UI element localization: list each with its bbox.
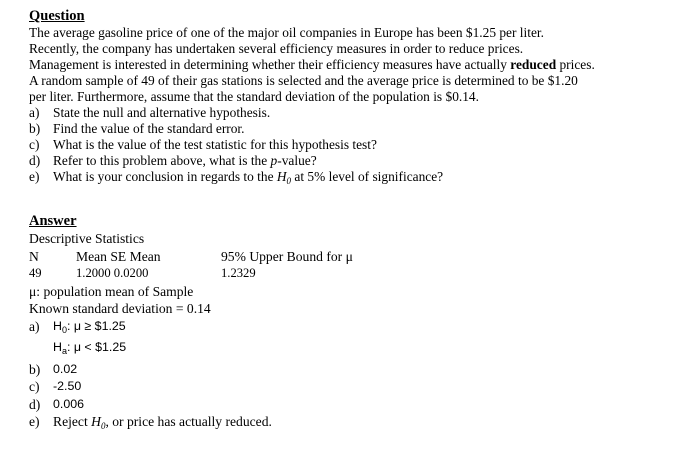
answer-item-a-alt (29, 339, 679, 361)
val-bound: 1.2329 (221, 266, 256, 280)
h-letter: H (276, 169, 287, 184)
h-subscript: 0 (286, 176, 292, 186)
question-item-e (29, 169, 679, 189)
item-text (53, 169, 443, 189)
conclusion-pre: Reject (53, 414, 92, 429)
question-line-3 (29, 57, 679, 73)
question-item-a (29, 105, 679, 121)
item-marker: b) (29, 361, 41, 377)
mu-definition: μ: population mean of Sample (29, 283, 194, 299)
item-e-pre: What is your conclusion in regards to the (53, 169, 277, 184)
answer-item-b (29, 361, 679, 379)
item-e-post: at 5% level of significance? (291, 169, 444, 184)
null-hypothesis-text: : μ ≥ $1.25 (66, 318, 126, 333)
col-mean-se: Mean SE Mean (76, 248, 161, 264)
h-subscript: 0 (61, 324, 67, 335)
reduced-emphasis: reduced (510, 57, 557, 72)
h0-symbol (91, 414, 105, 429)
item-text: State the null and alternative hypothesis. (53, 105, 271, 120)
answer-item-e (29, 413, 679, 436)
item-marker: e) (29, 169, 40, 184)
item-marker: a) (29, 318, 40, 334)
h-letter: H (53, 340, 62, 354)
item-marker: c) (29, 379, 40, 394)
answer-body (29, 230, 679, 436)
h-subscript: a (61, 346, 67, 356)
question-line-4: A random sample of 49 of their gas stations is selected and the average price is determined to be $1.20 (29, 73, 578, 88)
question-line-5: per liter. Furthermore, assume that the standard deviation of the population is $0.14. (29, 89, 479, 104)
question-item-d (29, 153, 679, 169)
answer-list (29, 318, 679, 436)
item-marker: c) (29, 137, 40, 152)
question-line-1: The average gasoline price of one of the major oil companies in Europe has been $1.25 per liter. (29, 25, 544, 40)
item-text: What is the value of the test statistic for this hypothesis test? (53, 137, 377, 152)
p-italic: p (270, 153, 278, 168)
question-list (29, 105, 679, 189)
h-letter: H (53, 318, 62, 333)
val-n: 49 (29, 266, 42, 280)
standard-error-value: 0.02 (53, 361, 78, 376)
answer-item-c (29, 378, 679, 396)
question-line-3-tail: prices. (556, 57, 595, 72)
item-marker: a) (29, 105, 40, 120)
question-body (29, 25, 679, 189)
item-marker: e) (29, 414, 40, 429)
h0-symbol (277, 169, 291, 184)
stats-header-row (29, 248, 679, 266)
stats-value-row (29, 265, 679, 283)
question-item-b (29, 121, 679, 137)
val-mean-se: 1.2000 0.0200 (76, 266, 149, 280)
question-line-2: Recently, the company has undertaken several efficiency measures in order to reduce prices. (29, 41, 524, 56)
question-line-3-text: Management is interested in determining whether their efficiency measures have actually (29, 57, 511, 72)
col-n: N (29, 248, 39, 264)
h-subscript: 0 (100, 421, 106, 431)
item-d-post: -value? (277, 153, 317, 168)
conclusion-post: , or price has actually reduced. (105, 414, 272, 429)
item-d-pre: Refer to this problem above, what is the (53, 153, 271, 168)
question-item-c (29, 137, 679, 153)
document-page (29, 8, 679, 436)
h-letter: H (91, 414, 101, 429)
alt-hypothesis-text: : μ < $1.25 (66, 340, 127, 354)
stats-title: Descriptive Statistics (29, 231, 145, 246)
col-bound: 95% Upper Bound for μ (221, 248, 353, 264)
item-marker: b) (29, 121, 41, 136)
alt-hypothesis (53, 339, 126, 361)
conclusion (53, 413, 272, 436)
answer-heading: Answer (29, 213, 77, 229)
question-heading: Question (29, 8, 85, 24)
item-marker: d) (29, 396, 41, 412)
null-hypothesis (53, 318, 126, 340)
item-text: Find the value of the standard error. (53, 121, 245, 136)
known-sd: Known standard deviation = 0.14 (29, 301, 211, 316)
item-marker: d) (29, 153, 41, 168)
p-value: 0.006 (53, 396, 85, 411)
answer-item-a (29, 318, 679, 340)
test-statistic-value: -2.50 (53, 379, 82, 393)
item-text (53, 153, 317, 169)
answer-item-d (29, 396, 679, 414)
